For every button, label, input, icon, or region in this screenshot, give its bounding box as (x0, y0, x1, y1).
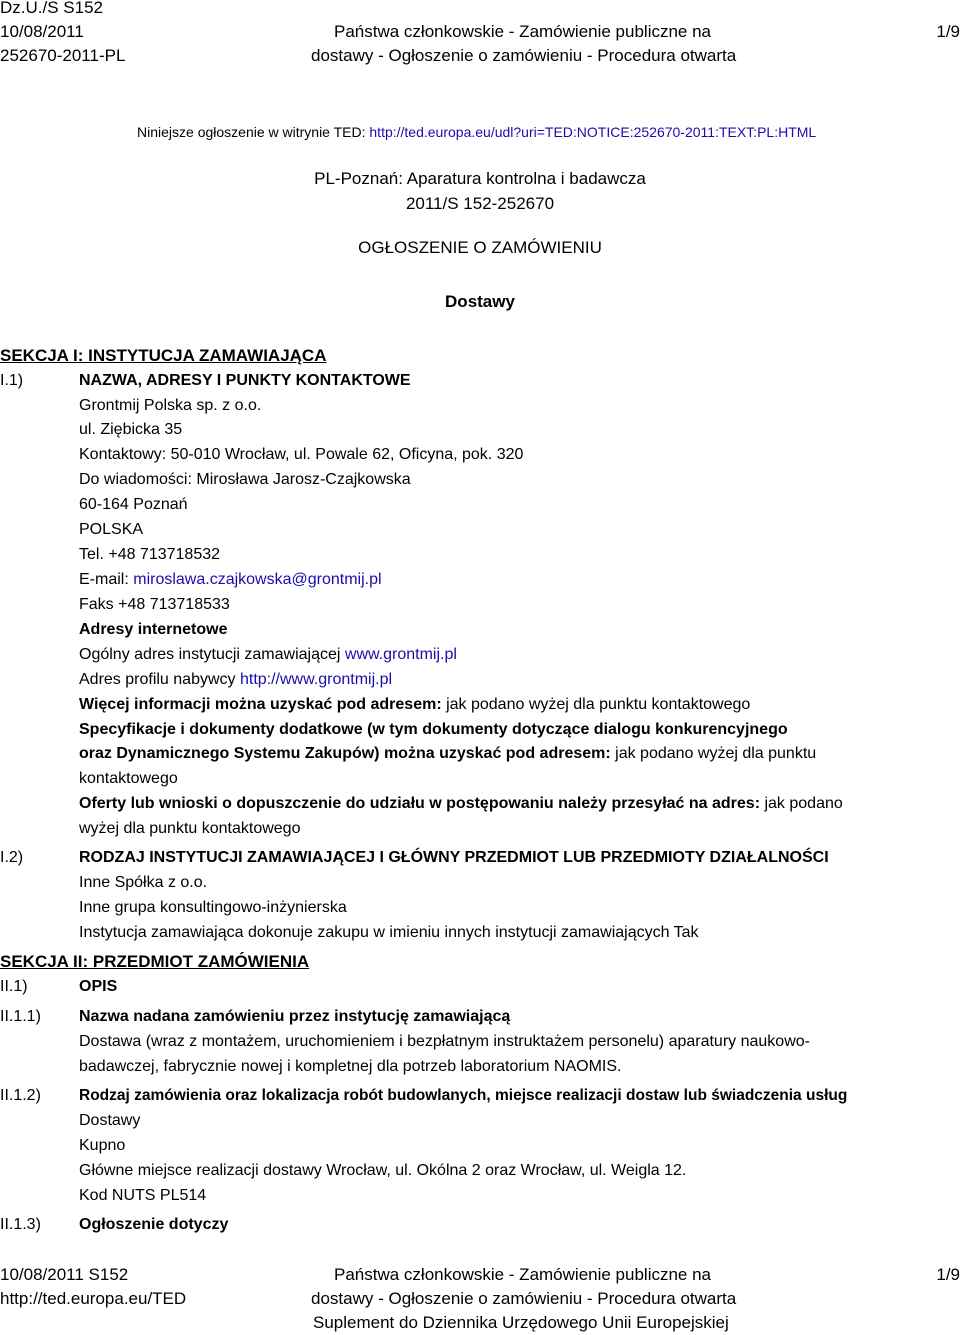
ii12-type: Dostawy (79, 1112, 141, 1129)
notice-type-heading: OGŁOSZENIE O ZAMÓWIENIU (358, 238, 602, 257)
ii1-title: OPIS (79, 978, 118, 995)
ted-notice-line (137, 122, 816, 142)
footer-title-line1: Państwa członkowskie - Zamówienie publiczne na (334, 1265, 712, 1284)
ii12-purchase: Kupno (79, 1137, 126, 1154)
footer-ted-link[interactable]: http://ted.europa.eu/TED (0, 1289, 187, 1308)
more-info-label: Więcej informacji można uzyskać pod adresem: (79, 696, 442, 713)
i1-title: NAZWA, ADRESY I PUNKTY KONTAKTOWE (79, 372, 411, 389)
ii12-number: II.1.2) (0, 1087, 41, 1104)
specifications-label-line1: Specyfikacje i dokumenty dodatkowe (w tym dokumenty dotyczące dialogu konkurencyjnego (79, 721, 788, 738)
offers-value: jak podano (760, 795, 843, 812)
i2-title: RODZAJ INSTYTUCJI ZAMAWIAJĄCEJ I GŁÓWNY PRZEDMIOT LUB PRZEDMIOTY DZIAŁALNOŚCI (79, 849, 829, 866)
ii12-nuts-code: Kod NUTS PL514 (79, 1187, 207, 1204)
footer-title-line2: dostawy - Ogłoszenie o zamówieniu - Procedura otwarta (311, 1289, 737, 1308)
org-street: ul. Ziębicka 35 (79, 421, 183, 438)
ted-notice-link[interactable]: http://ted.europa.eu/udl?uri=TED:NOTICE:252670-2011:TEXT:PL:HTML (369, 124, 817, 140)
ted-notice-label: Niniejsze ogłoszenie w witrynie TED: (137, 124, 370, 140)
ii13-number: II.1.3) (0, 1216, 41, 1233)
offers-row (79, 792, 843, 816)
specifications-value: jak podano wyżej dla punktu (610, 745, 817, 762)
specifications-row-line2 (79, 742, 816, 766)
i1-number: I.1) (0, 372, 24, 389)
notice-title: PL-Poznań: Aparatura kontrolna i badawcza (314, 169, 646, 188)
section-2-heading: SEKCJA II: PRZEDMIOT ZAMÓWIENIA (0, 952, 310, 971)
footer-supplement: Suplement do Dziennika Urzędowego Unii Europejskiej (313, 1313, 729, 1332)
buyer-profile-link[interactable]: http://www.grontmij.pl (239, 671, 393, 688)
org-fax: Faks +48 713718533 (79, 596, 230, 613)
ii11-text-line2: badawczej, fabrycznie nowej i kompletnej dla potrzeb laboratorium NAOMIS. (79, 1058, 622, 1075)
i2-behalf: Instytucja zamawiająca dokonuje zakupu w imieniu innych instytucji zamawiających Tak (79, 924, 699, 941)
org-city: 60-164 Poznań (79, 496, 188, 513)
section-1-heading: SEKCJA I: INSTYTUCJA ZAMAWIAJĄCA (0, 346, 327, 365)
header-date: 10/08/2011 (0, 22, 84, 41)
ii12-title: Rodzaj zamówienia oraz lokalizacja robót budowlanych, miejsce realizacji dostaw lub świadczenia usług (79, 1087, 848, 1104)
footer-page-number: 1/9 (936, 1265, 960, 1284)
ii11-text-line1: Dostawa (wraz z montażem, uruchomieniem i bezpłatnym instruktażem personelu) aparatury naukowo- (79, 1033, 810, 1050)
org-phone: Tel. +48 713718532 (79, 546, 221, 563)
i2-number: I.2) (0, 849, 24, 866)
org-email-row (79, 568, 382, 592)
email-link[interactable]: miroslawa.czajkowska@grontmij.pl (133, 571, 382, 588)
ii11-title: Nazwa nadana zamówieniu przez instytucję zamawiającą (79, 1008, 511, 1025)
specifications-label-line2: oraz Dynamicznego Systemu Zakupów) można uzyskać pod adresem: (79, 745, 611, 762)
more-info-row (79, 693, 750, 717)
footer-date-issue: 10/08/2011 S152 (0, 1265, 129, 1284)
header-notice-number: 252670-2011-PL (0, 46, 126, 65)
general-address-row (79, 643, 457, 667)
offers-value-line2: wyżej dla punktu kontaktowego (79, 820, 301, 837)
ii11-number: II.1.1) (0, 1008, 41, 1025)
email-label: E-mail: (79, 571, 134, 588)
buyer-profile-row (79, 668, 392, 692)
offers-label: Oferty lub wnioski o dopuszczenie do udziału w postępowaniu należy przesyłać na adres: (79, 795, 761, 812)
more-info-value: jak podano wyżej dla punktu kontaktowego (441, 696, 751, 713)
header-page-number: 1/9 (936, 22, 960, 41)
ii13-title: Ogłoszenie dotyczy (79, 1216, 229, 1233)
org-country: POLSKA (79, 521, 144, 538)
buyer-profile-label: Adres profilu nabywcy (79, 671, 240, 688)
contract-type: Dostawy (445, 292, 515, 311)
ii12-location: Główne miejsce realizacji dostawy Wrocław, ul. Okólna 2 oraz Wrocław, ul. Weigla 12. (79, 1162, 687, 1179)
header-title-line1: Państwa członkowskie - Zamówienie publiczne na (334, 22, 712, 41)
internet-addresses-heading: Adresy internetowe (79, 621, 228, 638)
header-journal-ref: Dz.U./S S152 (0, 0, 103, 17)
ii1-number: II.1) (0, 978, 28, 995)
org-name: Grontmij Polska sp. z o.o. (79, 397, 262, 414)
specifications-value-line3: kontaktowego (79, 770, 178, 787)
org-contact: Kontaktowy: 50-010 Wrocław, ul. Powale 62, Oficyna, pok. 320 (79, 446, 524, 463)
general-address-link[interactable]: www.grontmij.pl (344, 646, 457, 663)
i2-activity: Inne grupa konsultingowo-inżynierska (79, 899, 347, 916)
header-title-line2: dostawy - Ogłoszenie o zamówieniu - Procedura otwarta (311, 46, 737, 65)
org-attention: Do wiadomości: Mirosława Jarosz-Czajkowska (79, 471, 411, 488)
i2-legal-form: Inne Spółka z o.o. (79, 874, 208, 891)
general-address-label: Ogólny adres instytucji zamawiającej (79, 646, 345, 663)
notice-reference: 2011/S 152-252670 (405, 194, 555, 213)
